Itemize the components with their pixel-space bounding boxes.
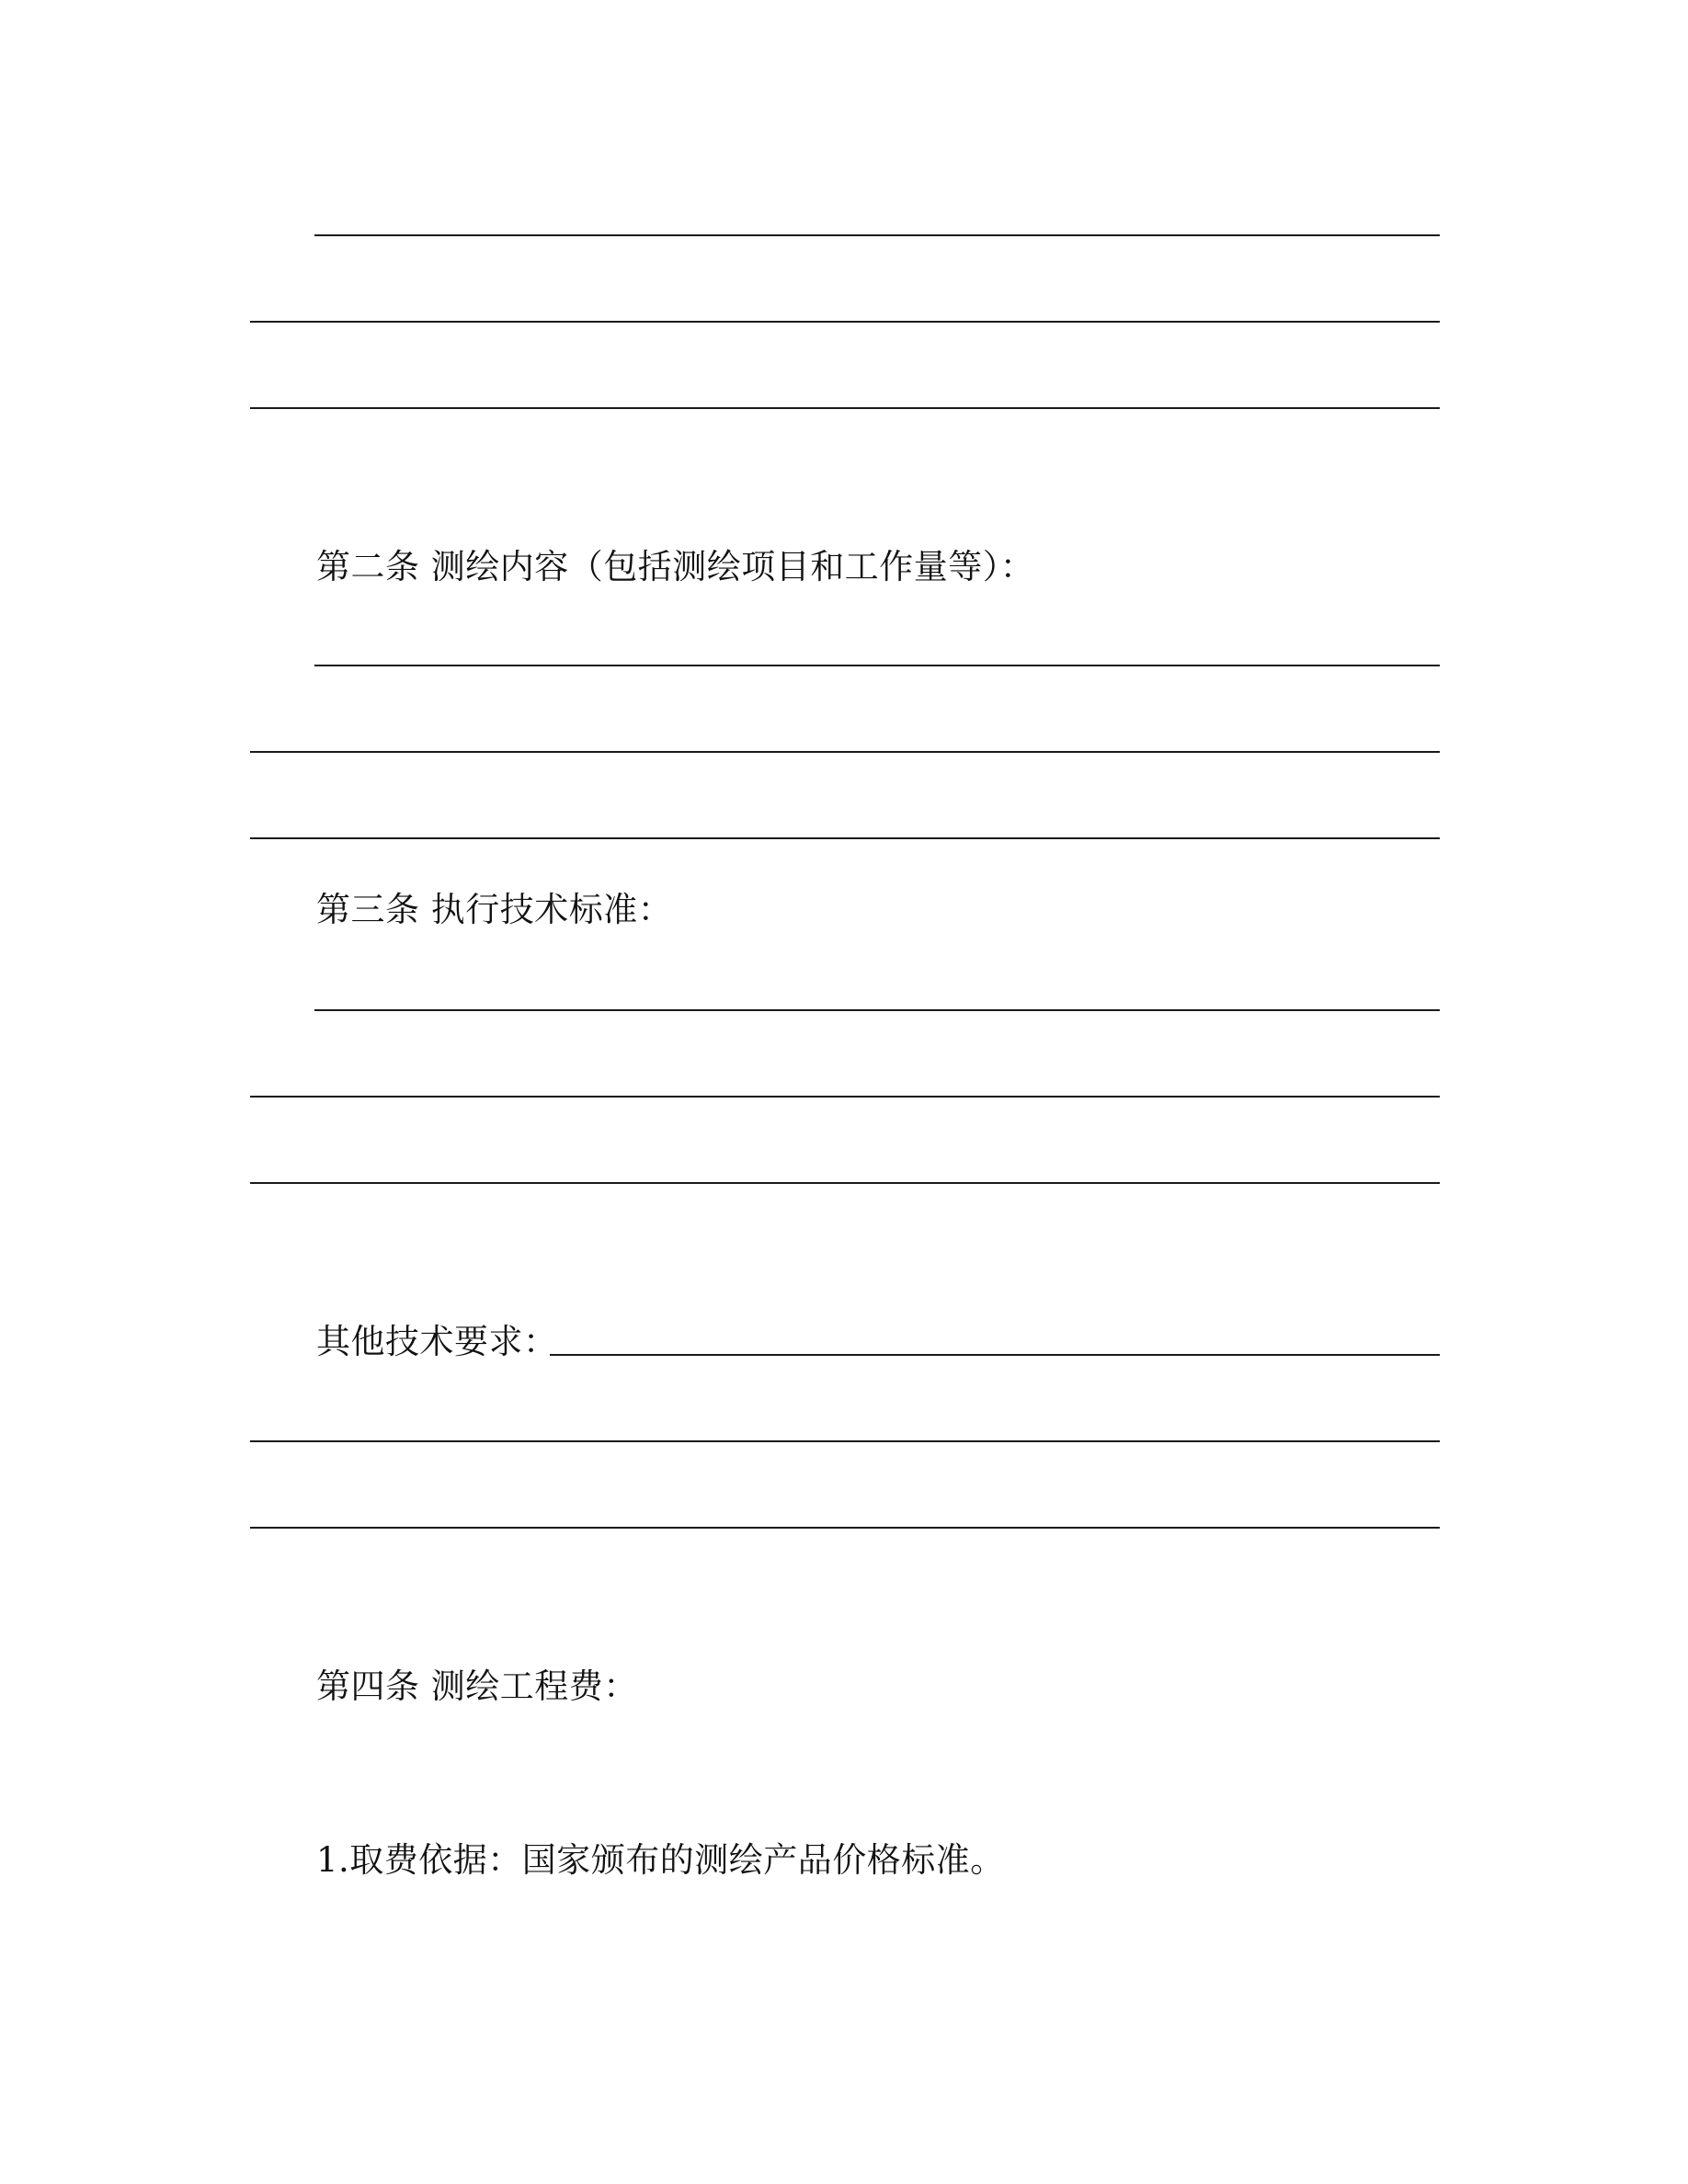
blank-line bbox=[250, 1182, 1440, 1184]
blank-line bbox=[250, 837, 1440, 839]
article4-heading: 第四条 测绘工程费： bbox=[316, 1666, 638, 1706]
blank-line bbox=[250, 1440, 1440, 1442]
article3-heading: 第三条 执行技术标准： bbox=[316, 890, 673, 929]
blank-line bbox=[250, 1527, 1440, 1529]
blank-line bbox=[250, 407, 1440, 409]
blank-line bbox=[314, 1009, 1440, 1011]
blank-line bbox=[250, 751, 1440, 753]
blank-line bbox=[550, 1354, 1440, 1356]
blank-line bbox=[314, 234, 1440, 236]
blank-line bbox=[250, 1096, 1440, 1098]
article4-item1: 1.取费依据：国家颁布的测绘产品价格标准。 bbox=[316, 1840, 1005, 1880]
other-requirements-label: 其他技术要求： bbox=[316, 1322, 558, 1361]
article2-heading: 第二条 测绘内容（包括测绘项目和工作量等）： bbox=[316, 547, 1035, 586]
blank-line bbox=[314, 665, 1440, 666]
blank-line bbox=[250, 321, 1440, 323]
